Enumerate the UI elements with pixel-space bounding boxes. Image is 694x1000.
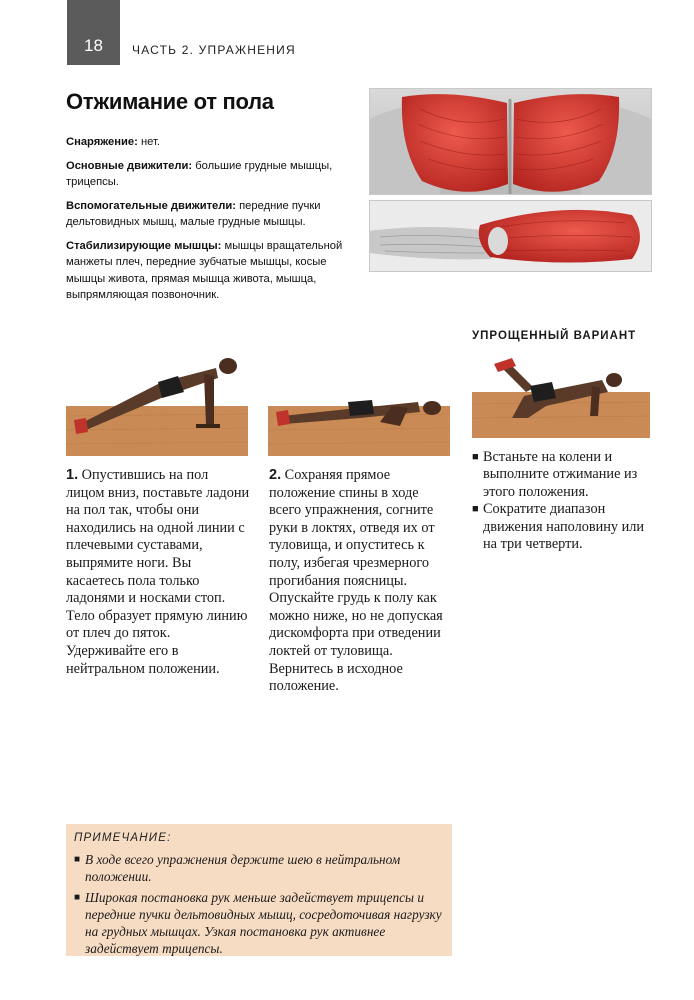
tip-item xyxy=(472,449,654,501)
step-1 xyxy=(66,467,250,678)
bullet-icon: ■ xyxy=(472,503,479,516)
section-title: ЧАСТЬ 2. УПРАЖНЕНИЯ xyxy=(132,43,296,57)
note-body xyxy=(74,851,448,961)
note-heading: ПРИМЕЧАНИЕ: xyxy=(74,832,172,844)
note-item xyxy=(74,851,448,886)
simplified-variant-heading: УПРОЩЕННЫЙ ВАРИАНТ xyxy=(472,330,637,342)
stabilizers-label: Стабилизирующие мышцы: xyxy=(66,239,222,252)
step-1-number: 1. xyxy=(66,467,79,483)
pushup-start-photo xyxy=(66,352,248,456)
knee-pushup-photo xyxy=(472,352,650,438)
step-2 xyxy=(269,467,454,696)
note-item-text: В ходе всего упражнения держите шею в нейтральном положении. xyxy=(85,852,401,885)
step-2-text: Сохраняя прямое положение спины в ходе всего упражнения, согните руки в локтях, отведя их от туловища, и опуститесь к полу, избегая чрезмерного прогибания поясницы. Опускайте грудь к полу как можно ниже, но не допуская дискомфорта при отведении локтей от туловища. Вернитесь в исходное положение. xyxy=(269,467,443,695)
tip-item xyxy=(472,501,654,553)
tip-text: Сократите диапазон движения наполовину или на три четверти. xyxy=(483,501,645,553)
equipment-line xyxy=(66,134,352,151)
simplified-tips xyxy=(472,449,654,553)
step-1-text: Опустившись на пол лицом вниз, поставьте ладони на пол так, чтобы они находились на одной линии с плечевыми суставами, выпрямите ноги. Вы касаетесь пола только ладонями и носками стоп. Тело образует прямую линию от плеч до пяток. Удерживайте его в нейтральном положении. xyxy=(66,467,250,677)
stabilizers-value: мышцы вращательной манжеты плеч, передние зубчатые мышцы, косые мышцы живота, прямая мышца живота, мышца, выпрямляющая позвоночник. xyxy=(66,239,343,301)
bullet-icon: ■ xyxy=(74,854,81,865)
bullet-icon: ■ xyxy=(74,891,81,903)
note-item xyxy=(74,889,448,958)
primary-movers-line xyxy=(66,158,352,191)
secondary-movers-value: передние пучки дельтовидных мышц, малые грудные мышцы. xyxy=(66,199,321,228)
exercise-title: Отжимание от пола xyxy=(66,89,274,114)
stabilizers-line xyxy=(66,238,352,304)
equipment-label: Снаряжение: xyxy=(66,136,138,148)
equipment-value: нет. xyxy=(140,136,161,148)
muscles-description xyxy=(66,134,352,311)
note-item-text: Широкая постановка рук меньше задействует трицепсы и передние пучки дельтовидных мышц, сосредоточивая нагрузку на грудных мышцах. Узкая постановка рук активнее задействует трицепсы. xyxy=(85,889,442,957)
primary-movers-label: Основные движители: xyxy=(66,159,193,172)
secondary-movers-line xyxy=(66,198,352,231)
triceps-illustration xyxy=(369,200,652,272)
tip-text: Встаньте на колени и выполните отжимание из этого положения. xyxy=(483,449,638,500)
page-number: 18 xyxy=(84,36,103,55)
bullet-icon: ■ xyxy=(472,451,479,463)
secondary-movers-label: Вспомогательные движители: xyxy=(66,199,236,212)
primary-movers-value: большие грудные мышцы, трицепсы. xyxy=(66,159,333,188)
pushup-bottom-photo xyxy=(268,352,450,456)
step-2-number: 2. xyxy=(269,467,282,483)
chest-muscles-illustration xyxy=(369,88,652,195)
